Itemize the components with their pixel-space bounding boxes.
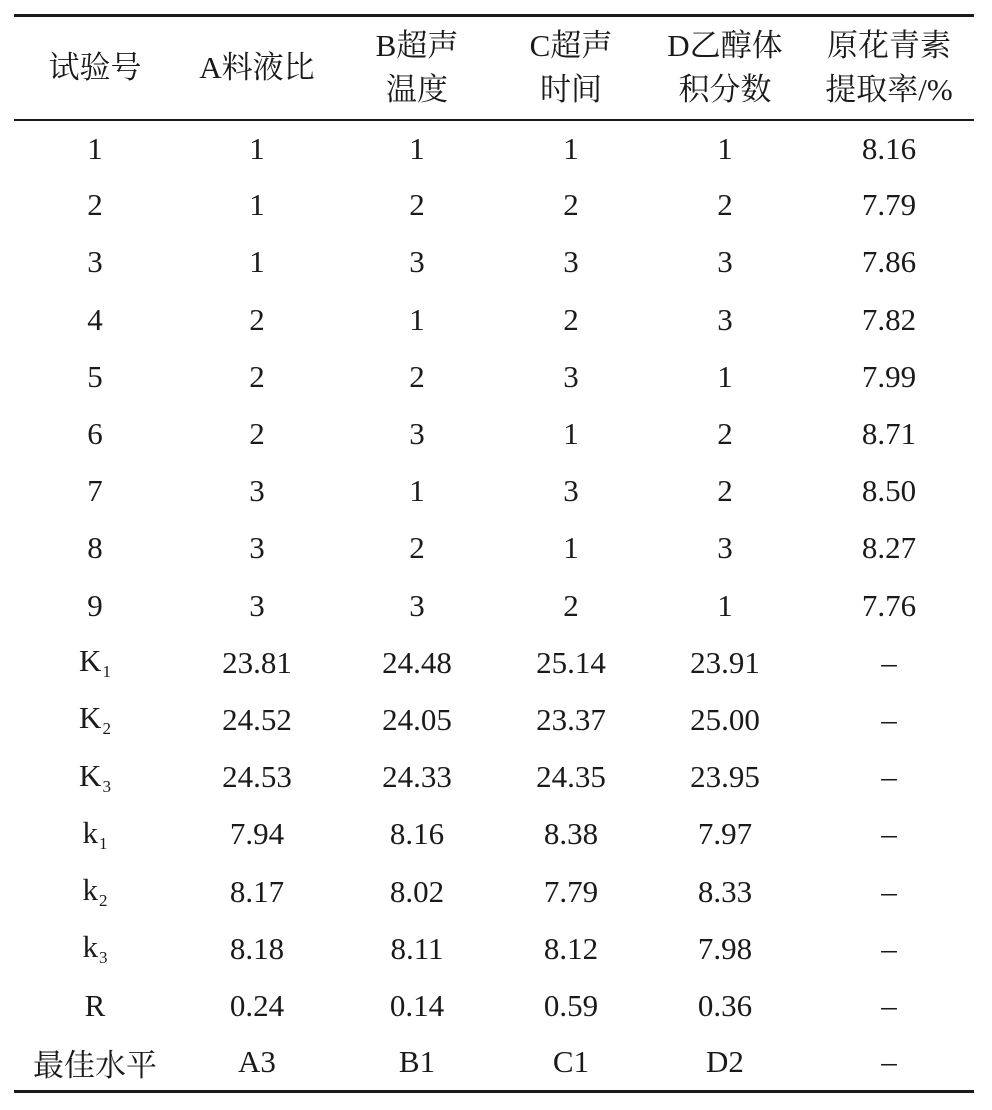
table-cell: 3 — [249, 473, 265, 509]
row-label-cell — [14, 806, 176, 863]
table-cell: 1 — [249, 187, 265, 223]
row-label — [83, 929, 108, 968]
row-label-text: 1 — [87, 130, 103, 166]
row-label-text: R — [84, 987, 106, 1023]
table-row — [14, 234, 974, 291]
row-label — [87, 302, 103, 338]
row-label-text: k — [82, 929, 98, 965]
table-cell: 0.24 — [229, 987, 285, 1023]
row-label-cell — [14, 863, 176, 920]
row-label-text: k — [82, 872, 98, 908]
row-label — [33, 1040, 157, 1085]
table-cell: 8.38 — [543, 816, 599, 852]
table-row — [14, 520, 974, 577]
row-label — [79, 643, 111, 682]
table-row — [14, 577, 974, 634]
table-cell: 1 — [563, 530, 579, 566]
row-label-text: 3 — [87, 244, 103, 280]
row-label — [79, 700, 111, 739]
table-cell: 3 — [409, 587, 425, 623]
row-label-text: 8 — [87, 530, 103, 566]
row-label-text: 2 — [87, 187, 103, 223]
row-label — [87, 244, 103, 280]
row-label-text: 7 — [87, 473, 103, 509]
row-label-text: K — [79, 757, 102, 793]
table-cell: 1 — [409, 130, 425, 166]
table-header-row — [14, 16, 974, 120]
table-row — [14, 1035, 974, 1092]
table-cell: 2 — [249, 301, 265, 337]
table-cell: – — [804, 1035, 974, 1092]
table-cell: 7.86 — [861, 244, 917, 280]
table-cell: 8.33 — [697, 873, 753, 909]
table-row — [14, 120, 974, 177]
table-cell: 1 — [409, 301, 425, 337]
table-cell: 8.02 — [389, 873, 445, 909]
table-cell: 23.95 — [690, 759, 760, 795]
table-cell: 2 — [717, 473, 733, 509]
row-label-cell — [14, 177, 176, 234]
row-label-subscript: 3 — [102, 776, 111, 796]
table-cell: C1 — [496, 1035, 646, 1092]
column-header-line: D乙醇体 — [667, 27, 783, 63]
table-cell: 1 — [717, 130, 733, 166]
table-row — [14, 291, 974, 348]
row-label-cell — [14, 520, 176, 577]
table-cell: 1 — [563, 130, 579, 166]
table-cell: 23.91 — [690, 644, 760, 680]
table-row — [14, 463, 974, 520]
table-cell: 24.05 — [382, 701, 452, 737]
table-cell: 1 — [717, 358, 733, 394]
row-label-subscript: 1 — [102, 662, 111, 682]
row-label-cell — [14, 463, 176, 520]
table-cell: – — [881, 759, 897, 795]
table-cell: 23.81 — [222, 644, 292, 680]
header-a-liquid-ratio — [176, 16, 338, 120]
header-proanthocyanidin-yield — [804, 16, 974, 120]
table-row — [14, 920, 974, 977]
table-cell: 1 — [249, 130, 265, 166]
row-label-subscript: 2 — [99, 891, 108, 911]
table-cell: – — [881, 701, 897, 737]
table-row — [14, 405, 974, 462]
table-row — [14, 177, 974, 234]
row-label-cell — [14, 405, 176, 462]
table-cell: 2 — [409, 187, 425, 223]
row-label-subscript: 1 — [99, 833, 108, 853]
table-cell: D2 — [646, 1035, 804, 1092]
table-cell: 3 — [563, 473, 579, 509]
table-cell: A3 — [176, 1035, 338, 1092]
table-row — [14, 691, 974, 748]
table-cell: B1 — [338, 1035, 496, 1092]
row-label-cell — [14, 920, 176, 977]
table-cell: 1 — [563, 416, 579, 452]
table-cell: 24.48 — [382, 644, 452, 680]
table-cell: 3 — [563, 358, 579, 394]
table-cell: 24.53 — [222, 759, 292, 795]
table-cell: 24.35 — [536, 759, 606, 795]
row-label — [87, 131, 103, 167]
table-cell: – — [881, 873, 897, 909]
table-cell: 1 — [249, 244, 265, 280]
table-row — [14, 863, 974, 920]
table-cell: 3 — [409, 416, 425, 452]
table-cell: 2 — [249, 358, 265, 394]
orthogonal-test-table — [14, 14, 974, 1093]
column-header-line: A料液比 — [199, 49, 315, 85]
table-cell: 1 — [409, 473, 425, 509]
row-label — [83, 872, 108, 911]
table-cell: 7.99 — [861, 358, 917, 394]
table-cell: 3 — [409, 244, 425, 280]
table-cell: 2 — [409, 530, 425, 566]
table-cell: 7.94 — [229, 816, 285, 852]
table-cell: 8.71 — [861, 416, 917, 452]
table-cell: 2 — [409, 358, 425, 394]
row-label-cell — [14, 634, 176, 691]
row-label-text: 4 — [87, 301, 103, 337]
table-body — [14, 120, 974, 1092]
table-cell: 8.16 — [861, 130, 917, 166]
column-header-line: 积分数 — [678, 71, 772, 107]
table-cell: 7.76 — [861, 587, 917, 623]
table-cell: 8.18 — [229, 930, 285, 966]
row-label — [87, 416, 103, 452]
table-cell: – — [881, 816, 897, 852]
table-cell: 3 — [563, 244, 579, 280]
table-cell: 3 — [249, 587, 265, 623]
column-header-line: C超声 — [529, 27, 613, 63]
table-cell: 0.59 — [543, 987, 599, 1023]
table-cell: 8.27 — [861, 530, 917, 566]
row-label — [83, 815, 108, 854]
row-label — [87, 187, 103, 223]
table-row — [14, 634, 974, 691]
row-label-cell — [14, 977, 176, 1034]
table-cell: 2 — [717, 416, 733, 452]
row-label — [87, 359, 103, 395]
row-label — [87, 530, 103, 566]
row-label-cell — [14, 234, 176, 291]
row-label-text: 6 — [87, 416, 103, 452]
table-cell: 0.14 — [389, 987, 445, 1023]
table-cell: 2 — [563, 301, 579, 337]
table-cell: 7.82 — [861, 301, 917, 337]
row-label-subscript: 3 — [99, 948, 108, 968]
row-label — [87, 473, 103, 509]
table-cell: 2 — [249, 416, 265, 452]
table-cell: 7.79 — [543, 873, 599, 909]
table-row — [14, 348, 974, 405]
row-label-cell — [14, 577, 176, 634]
row-label-text: 5 — [87, 358, 103, 394]
row-label-cell — [14, 120, 176, 177]
row-label-text: K — [79, 700, 102, 736]
row-label-cell — [14, 691, 176, 748]
column-header-line: 时间 — [540, 71, 602, 107]
header-trial-no — [14, 16, 176, 120]
table-cell: 2 — [563, 587, 579, 623]
table-cell: 25.00 — [690, 701, 760, 737]
header-b-ultrasonic-temp — [338, 16, 496, 120]
orthogonal-test-table-container — [14, 14, 974, 1093]
table-cell: – — [881, 930, 897, 966]
table-cell: 24.52 — [222, 701, 292, 737]
table-cell: 8.50 — [861, 473, 917, 509]
table-row — [14, 749, 974, 806]
row-label-subscript: 2 — [102, 719, 111, 739]
table-cell: 7.97 — [697, 816, 753, 852]
row-label-text: 最佳水平 — [33, 1047, 157, 1083]
row-label-cell — [14, 749, 176, 806]
table-cell: – — [881, 987, 897, 1023]
row-label — [85, 988, 106, 1024]
table-cell: 23.37 — [536, 701, 606, 737]
row-label-text: k — [82, 814, 98, 850]
table-row — [14, 806, 974, 863]
header-c-ultrasonic-time — [496, 16, 646, 120]
header-d-ethanol-fraction — [646, 16, 804, 120]
table-cell: 24.33 — [382, 759, 452, 795]
row-label-cell — [14, 348, 176, 405]
table-cell: – — [881, 644, 897, 680]
table-cell: 3 — [717, 301, 733, 337]
table-cell: 8.17 — [229, 873, 285, 909]
row-label-cell — [14, 1035, 176, 1092]
table-row — [14, 977, 974, 1034]
column-header-line: 试验号 — [48, 49, 142, 85]
table-cell: 8.11 — [390, 930, 444, 966]
table-cell: 3 — [717, 530, 733, 566]
column-header-line: 提取率/% — [825, 71, 953, 107]
table-cell: 7.98 — [697, 930, 753, 966]
row-label-text: 9 — [87, 587, 103, 623]
row-label-text: K — [79, 643, 102, 679]
row-label — [79, 758, 111, 797]
table-cell: 1 — [717, 587, 733, 623]
row-label-cell — [14, 291, 176, 348]
table-cell: 7.79 — [861, 187, 917, 223]
table-cell: 8.12 — [543, 930, 599, 966]
column-header-line: 原花青素 — [827, 27, 951, 63]
table-cell: 0.36 — [697, 987, 753, 1023]
table-cell: 8.16 — [389, 816, 445, 852]
column-header-line: B超声 — [375, 27, 459, 63]
table-cell: 3 — [249, 530, 265, 566]
table-cell: 3 — [717, 244, 733, 280]
table-cell: 2 — [717, 187, 733, 223]
row-label — [87, 588, 103, 624]
column-header-line: 温度 — [386, 71, 448, 107]
table-cell: 25.14 — [536, 644, 606, 680]
table-cell: 2 — [563, 187, 579, 223]
